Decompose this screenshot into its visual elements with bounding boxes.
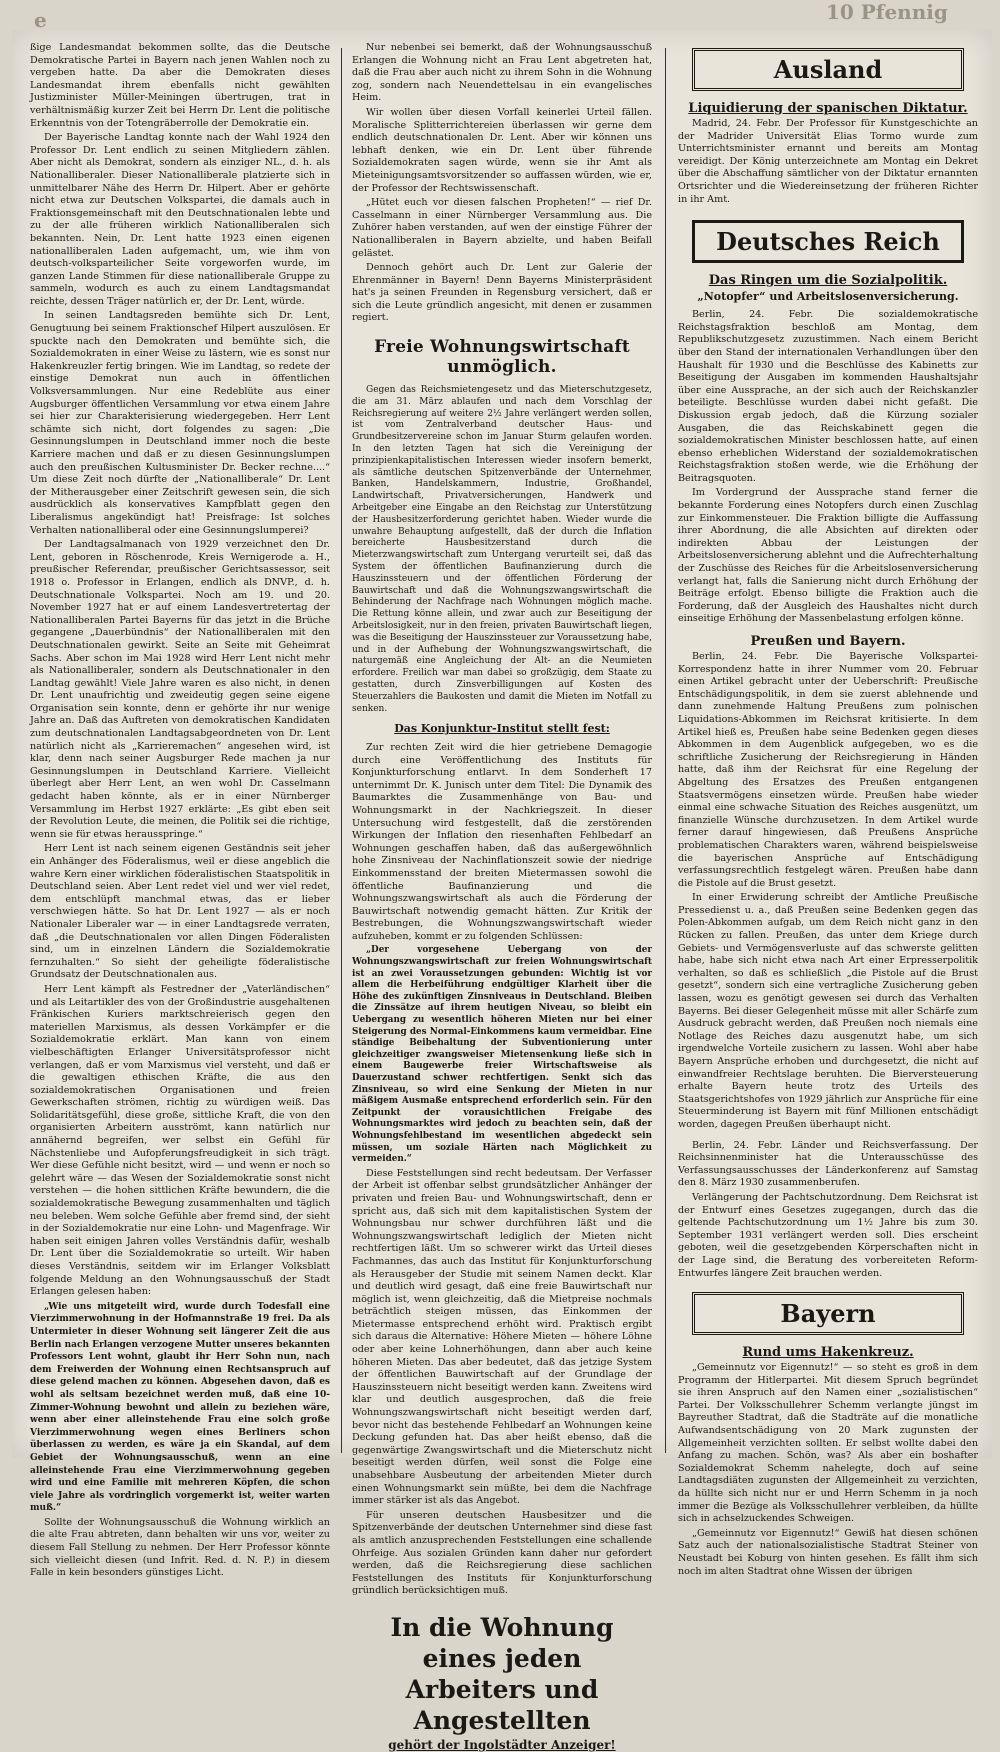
col2-paragraph-3: „Hütet euch vor diesen falschen Propheten!“ — rief Dr. Casselmann in einer Nürnberger Versammlung aus. Die Zuhörer haben verstanden, auf wen der einstige Führer der Nationalliberalen in Bayern abzielte, und haben Beifall gelästet.: [352, 197, 652, 259]
col2-paragraph-8: Diese Feststellungen sind recht bedeutsam. Der Verfasser der Arbeit ist offenbar selbst grundsätzlicher Anhänger der privaten und freien Bau- und Wohnungswirtschaft, denn er spricht aus, daß sich mit dem kapitalistischen System der Wohnungsbau nur schwer durchführen läßt und die Wohnungszwangswirtschaft lediglich der Mieten nicht rechtfertigen läßt. Um so schwerer wirkt das Urteil dieses Fachmannes, das auch das Institut für Konjunkturforschung als Herausgeber der Studie mit seinem Namen deckt. Klar und deutlich wird gesagt, daß eine freie Bauwirtschaft nur möglich ist, wenn gleichzeitig, daß die Mietpreise nochmals beträchtlich steigen müssen, das Einkommen der Mietermasse entsprechend erhöht wird. Praktisch ergibt sich daraus die Alternative: Höhere Mieten — höhere Löhne oder aber keine Lohnerhöhungen, dann aber auch keine höheren Mieten. Das aber bedeutet, daß das jetzige System der öffentlichen Bauwirtschaft auf der Grundlage der Hauszinssteuern nicht beseitigt werden kann. Zweitens wird klar und deutlich ausgesprochen, daß die freie Wohnungszwangswirtschaft nicht beseitigt werden darf, bevor nicht das bestehende Fehlbedarf an Wohnungen keine Deckung gefunden hat. Das aber heißt ebenso, daß die gegenwärtige Zwangswirtschaft und die Mieterschutz nicht beseitigt werden dürfen, weil sonst die Folge eine unabsehbare Ausbeutung der arbeitenden Mieter durch einen Wohnungsmarkt sein müßte, bei dem die Nachfrage immer stärker ist als das Angebot.: [352, 1167, 652, 1507]
column-3: [678, 42, 978, 1577]
col2-paragraph-9: Für unseren deutschen Hausbesitzer und die Spitzenverbände der deutschen Unternehmer sind diese fast als amtlich anzusprechenden Feststellungen eine schallende Ohrfeige. Aus sozialen Gründen kann daher nur gefordert werden, daß die Reichsregierung diese sachlichen Feststellungen des Instituts für Konjunkturforschung gründlich berücksichtigen muß.: [352, 1509, 652, 1597]
reich-paragraph-1: Berlin, 24. Febr. Die sozialdemokratische Reichstagsfraktion beschloß am Montag, dem Republikschutzgesetz zuzustimmen. Nach einem Bericht über den Stand der internationalen Verhandlungen über den Haushalt für 1930 und die Beschlüsse des Kabinetts zur Beseitigung der Ausgaben im kommenden Haushaltsjahr über eine Aussprache, an der sich auch der Reichskanzler beteiligte. Beschlüsse wurden dabei nicht gefaßt. Die Diskussion ergab jedoch, daß die Kürzung sozialer Ausgaben, die das Reichskabinett gegen die sozialdemokratischen Minister beschlossen hatte, auf einen ebenso erheblichen Widerstand der sozialdemokratischen Reichstagsfraktion stoßen werde, wie die Erhöhung der Beitragsquoten.: [678, 309, 978, 484]
reich-paragraph-2: Im Vordergrund der Aussprache stand ferner die bekannte Forderung eines Notopfers durch einen Zuschlag zur Einkommensteuer. Die Fraktion billigte die Auffassung ihrer Abordnung, die alle Absichten auf direkten oder indirekten Abbau der Leistungen der Arbeitslosenversicherung ablehnt und die Aufrechterhaltung der Zuschüsse des Reiches für die Arbeitslosenversicherung verlangt hat, falls die Sanierung nicht durch Erhöhung der Beiträge erfolgt. Ebenso billigte die Fraktion auch die Forderung, daß der Ausgleich des Haushaltes nicht durch einseitige Erhöhung der Massenbelastung erfolgen könne.: [678, 487, 978, 625]
col1-paragraph-6: Herr Lent kämpft als Festredner der „Vaterländischen“ und als Leitartikler des von der Großindustrie ausgehaltenen Fränkischen Kuriers marktschreierisch gegen den materiellen Marxismus, als dessen Vorkämpfer er die Sozialdemokratie erklärt. Man kann von einem vielbeschäftigten Erlanger Universitätsprofessor nicht verlangen, daß er vom Marxismus viel versteht, und daß er die gewaltigen ethischen Kräfte, die aus den sozialdemokratischen Organisationen und freien Gewerkschaften strömen, richtig zu würdigen weiß. Das Solidaritätsgefühl, diese große, sittliche Kraft, die von den organisierten Arbeitern ausströmt, kann natürlich nur annähernd begreifen, wer selbst ein Gefühl für Nächstenliebe und Aufopferungsfreudigkeit in sich trägt. Wer diese Gefühle nicht besitzt, wird — und wenn er noch so gelehrt wäre — das Wesen der Sozialdemokratie sonst nicht verstehen — die hohen sittlichen Kräfte bewundern, die die sozialdemokratische Bewegung zusammenhalten und täglich neu beleben. Wem solche Gefühle aber fremd sind, der sieht in der Sozialdemokratie nur eine Lohn- und Magenfrage. Wir haben seit einigen Jahren volles Verständnis dafür, weshalb Dr. Lent über die Sozialdemokratie so urteilt. Wir haben dieses Verständnis, seitdem wir im Erlanger Volksblatt folgende Meldung an den Wohnungsausschuß der Stadt Erlangen gelesen haben:: [30, 983, 330, 1298]
ausland-headline: Liquidierung der spanischen Diktatur.: [688, 101, 968, 116]
column-2: [352, 42, 652, 1752]
col2-paragraph-2: Wir wollen über diesen Vorfall keinerlei Urteil fällen. Moralische Splitterrichtereien überlassen wir gerne dem endlich deutschnationalen Dr. Lent. Aber wir können uns lebhaft denken, wie ein Dr. Lent über führende Sozialdemokraten sagen würde, wenn sie ihr Amt als Mieteinigungsamtsvorsitzender so auffassen würden, wie er, der Professor der Rechtswissenschaft.: [352, 106, 652, 194]
preussen-paragraph-2: In einer Erwiderung schreibt der Amtliche Preußische Pressedienst u. a., daß Preußen seine Bedenken gegen das Polen-Abkommen aufgab, um dem Reich nicht ganz in den Rücken zu fallen. Preußen, das unter dem Kriege durch Gebiets- und Vermögensverluste auf das schwerste gelitten habe, habe sich nicht etwa nach Art einer Erpresserpolitik verhalten, so daß es schließlich „die Pistole auf die Brust gesetzt“, sondern sich eine vertragliche Zusicherung geben lassen, wozu es genötigt gewesen sei durch das Verhalten Bayerns. Bei dieser Gelegenheit müsse mit aller Schärfe zum Ausdruck gebracht werden, daß Preußen noch niemals eine Notlage des Reiches dazu ausgenutzt habe, um sich irgendwelche Vorteile zusichern zu lassen. Wohl aber habe Bayern Ansprüche erhoben und durchgesetzt, die nicht auf einwandfreier Rechtslage beruhten. Die Bierversteuerung erhalte Bayern heute trotz des Urteils des Staatsgerichtshofes von 1929 jährlich zur Ansprüche für eine Steuerminderung ist Bayern mit fünf Millionen entschädigt worden, dagegen Preußen überhaupt nicht.: [678, 892, 978, 1130]
section-box-bayern: Bayern: [692, 1292, 964, 1335]
ad-subline: gehört der Ingolstädter Anzeiger!: [388, 1737, 616, 1752]
page-header: [0, 0, 1000, 34]
col2-paragraph-1: Nur nebenbei sei bemerkt, daß der Wohnungsausschuß Erlangen die Wohnung nicht an Frau Lent abgetreten hat, daß die Frau aber auch nicht zu ihrem Sohn in die Wohnung zog, sondern nach Neuendettelsau in ein evangelisches Heim.: [352, 42, 652, 104]
col1-paragraph-4: Der Landtagsalmanach von 1929 verzeichnet den Dr. Lent, geboren in Röschenrode, Kreis Wernigerode a. H., preußischer Referendar, preußischer Gerichtsassessor, seit 1918 o. Professor in Erlangen, endlich als DNVP., d. h. Deutschnationale Volkspartei. Noch am 19. und 20. November 1927 hat er auf einem Landesvertretertag der Nationalliberalen Partei Bayerns für das jetzt in die Brüche gegangene „Dauerbündnis“ der Nationalliberalen mit den Deutschnationalen gewirkt. Seite an Seite mit Geheimrat Sachs. Aber schon im Mai 1928 wird Herr Lent nicht mehr als Nationalliberaler, sondern als Deutschnationaler in den Landtag gewählt! Viele Jahre waren es also nicht, in denen Dr. Lent unaufrichtig und zweideutig gegen seine eigene Organisation sein konnte, denn er gehörte ihr nur wenige Jahre an. Daß das Auftreten von demokratischen Kandidaten zum deutschnationalen Landtagsabgeordneten von Dr. Lent natürlich nicht als „Karrieremachen“ angesehen wird, ist klar, denn nach seiner Augsburger Rede machen ja nur Gesinnungslumpen in Deutschland Karriere. Vielleicht überlegt aber Herr Lent, an wen wohl Dr. Casselmann gedacht haben könnte, als er in einer Nürnberger Versammlung im Herbst 1927 erklärte: „Es gibt eben seit der Revolution Leute, die meinen, die Politik sei die richtige, wenn sie für etwas herausspringe.“: [30, 539, 330, 840]
section-box-deutsches-reich: Deutsches Reich: [692, 220, 964, 263]
subhead-konjunktur: Das Konjunktur-Institut stellt fest:: [394, 722, 610, 736]
bayern-paragraph-2: „Gemeinnutz vor Eigennutz!“ Gewiß hat diesen schönen Satz auch der nationalsozialistische Stadtrat Steiner von Neustadt bei Koburg von hinten gesehen. Es fällt ihm sich noch im alten Stadtrat ohne Wissen der übrigen: [678, 1527, 978, 1577]
bayern-headline: Rund ums Hakenkreuz.: [742, 1345, 914, 1361]
col2-paragraph-5: Gegen das Reichsmietengesetz und das Mieterschutzgesetz, die am 31. März ablaufen und nach dem Vorschlag der Reichsregierung auf weitere 2½ Jahre verlängert werden sollen, ist vom Zentralverband deutscher Haus- und Grundbesitzervereine schon im Januar Sturm gelaufen worden. In den letzten Tagen hat sich die Vereinigung der prinzipienkapitalistischen Interessen wieder insofern bemerkt, als sämtliche deutschen Spitzenverbände der Unternehmer, Banken, Handelskammern, Industrie, Großhandel, Landwirtschaft, Privatversicherungen, Handwerk und Arbeitgeber eine Eingabe an den Reichstag zur Unterstützung der Hausbesitzerforderung gerichtet haben. Wieder wurde die unwahre Behauptung aufgestellt, daß der durch die Inflation bereicherte Hausbesitzerstand durch die Mieterzwangswirtschaft zum Untergang verurteilt sei, daß das System der öffentlichen Baufinanzierung durch die Hauszinssteuern und der öffentlichen Förderung der Bauwirtschaft und daß die Wohnungszwangswirtschaft die Behinderung der Nachfrage nach Wohnungen möglich mache. Die Rettung könne allein, und zwar auch zur Beseitigung der Arbeitslosigkeit, nur in den freien, privaten Bauwirtschaft liegen, was die Beseitigung der Hauszinssteuer zur Voraussetzung habe, und in der Aufhebung der Wohnungszwangswirtschaft, die naturgemäß eine Angleichung der Alt- an die Neumieten erfordere. Freilich war man dabei so großzügig, dem Staate zu gestatten, durch Zinsverbilligungen auf Kosten des Steuerzahlers die Baukosten und damit die Mieten im Notfall zu senken.: [352, 385, 652, 714]
preussen-paragraph-1: Berlin, 24. Febr. Die Bayerische Volkspartei-Korrespondenz hatte in ihrer Nummer vom 20. Februar einen Artikel gebracht unter der Ueberschrift: Preußische Entschädigungspolitik, in dem sie zuerst ablehnende und dann zunehmende Haltung Preußens zum polnischen Liquidations-Abkommen im Reichsrat kritisierte. In dem Artikel hieß es, Preußen habe seine Bedenken gegen dieses Abkommen in dem Augenblick aufgegeben, wo es die schriftliche Zusicherung der Reichsregierung in Händen hatte, daß ihm der Reichsrat für eine Regelung der Abgeltung des Ersatzes des Preußen entgangenen Staatsvermögens einsetzen würde. Preußen habe wieder einmal eine schwache Situation des Reiches ausgenützt, um finanzielle Wünsche durchzusetzen. In dem Artikel wurde ferner darauf hingewiesen, daß Preußens Ansprüche problematischen Charakters waren, während beispielsweise die bayerischen Ansprüche auf Entschädigung verfassungsrechtlich festgelegt wären. Preußen habe dann die Pistole auf die Brust gesetzt.: [678, 651, 978, 889]
reich-subheadline: „Notopfer“ und Arbeitslosenversicherung.: [697, 290, 959, 304]
col1-paragraph-5: Herr Lent ist nach seinem eigenen Geständnis seit jeher ein Anhänger des Föderalismus, weil er diese angeblich die wahre Kern einer wirklichen föderalistischen Staatspolitik in Deutschland seien. Aber Lent redet viel und wer viel redet, dem entschlüpft manchmal etwas, das er lieber verschwiegen hätte. So hat Dr. Lent 1927 — als er noch Nationaler Liberaler war — in einer Landtagsrede verraten, daß „die Deutschnationalen vor allen Dingen Föderalisten sind, um in einzelnen Ländern die Sozialdemokratie fernzuhalten.“ So sieht der geheiligte föderalistische Grundsatz der Deutschnationalen aus.: [30, 843, 330, 981]
col2-quote: „Der vorgesehene Uebergang von der Wohnungszwangswirtschaft zur freien Wohnungswirtschaft ist an zwei Voraussetzungen gebunden: Wichtig ist vor allem die Herbeiführung endgültiger Klarheit über die Höhe des zukünftigen Zinsniveaus in Deutschland. Bleiben die Zinssätze auf ihrem heutigen Niveau, so bleibt ein Uebergang zu wesentlich höheren Mieten nur bei einer Steigerung des Normal-Einkommens kaum vermeidbar. Eine ständige Beibehaltung der Subventionierung unter gleichzeitiger zwangsweiser Mietensenkung ließe sich in einem Baugewerbe freier Wirtschaftsweise als Dauerzustand schwer rechtfertigen. Senkt sich das Zinsniveau, so wird eine Senkung der Mieten in nur mäßigem Ausmaße entsprechend erforderlich sein. Für den Zeitpunkt der vorausichtlichen Freigabe des Wohnungsmarktes wird jedoch zu beachten sein, daß der Wohnungsfehlbestand im wesentlichen abgedeckt sein müssen, um soziale Härten nach Möglichkeit zu vermeiden.“: [352, 945, 652, 1165]
column-rule-2: [665, 48, 666, 1453]
column-rule-1: [341, 48, 342, 1453]
reich-headline: Das Ringen um die Sozialpolitik.: [708, 273, 948, 289]
pachtschutz-paragraph: Verlängerung der Pachtschutzordnung. Dem Reichsrat ist der Entwurf eines Gesetzes zugegangen, durch das die geltende Pachtschutzordnung um 1½ Jahre bis zum 30. September 1931 verlängert werden soll. Dies erscheint geboten, weil die gesetzgebenden Körperschaften nicht in der Lage sind, die Beratung des vorbereiteten Reform-Entwurfes längere Zeit brauchen werden.: [678, 1191, 978, 1279]
col1-paragraph-2: Der Bayerische Landtag konnte nach der Wahl 1924 den Professor Dr. Lent endlich zu seinen Mitgliedern zählen. Aber nicht als Demokrat, sondern als einziger NL., d. h. als Nationalliberaler. Dieser Nationalliberale platzierte sich in unmittelbarer Nähe des Herrn Dr. Hilpert. Aber er gehörte nicht etwa zur Deutschen Volkspartei, die damals auch in Fraktionsgemeinschaft mit den Deutschnationalen lebte und zu der alle früheren wirklich Nationalliberalen sich bekannten. Nein, Dr. Lent hatte 1923 einen eigenen nationalliberalen Laden aufgemacht, um, wie ihm von deutsch-volksparteilicher Seite vorgeworfen wurde, im ganzen Lande Stimmen für diese nationalliberale Gruppe zu sammeln, wodurch es auch zu einem Landtagsmandat reichte, dessen Träger natürlich er, der Dr. Lent, würde.: [30, 132, 330, 307]
col1-quote: „Wie uns mitgeteilt wird, wurde durch Todesfall eine Vierzimmerwohnung in der Hofmannstraße 19 frei. Da als Untermieter in dieser Wohnung seit längerer Zeit die aus Berlin nach Erlangen verzogene Mutter unseres bekannten Professors Lent wohnt, glaubt ihr Herr Sohn nun, nach dem Freiwerden der Wohnung einen Rechtsanspruch auf diese gelend machen zu können. Abgesehen davon, daß es wohl als seltsam bezeichnet werden muß, daß eine 10-Zimmer-Wohnung bewohnt und allein zu beziehen wäre, wenn aber einer alleinstehende Frau eine solch große Vierzimmerwohnung wegen eines Berliners schon überlassen zu werden, es wäre ja ein Skandal, auf dem Gebiet der Wohnungsausschuß, wenn an eine alleinstehende Frau eine Vierzimmerwohnung gegeben wird und eine Familie mit mehreren Köpfen, die schon viele Jahre als vordringlich vorgemerkt ist, weiter warten muß.“: [30, 1301, 331, 1514]
preussen-headline: Preußen und Bayern.: [750, 634, 906, 649]
ad-line-1: In die Wohnung eines jeden: [390, 1612, 614, 1673]
col2-paragraph-6: Zur rechten Zeit wird die hier getriebene Demagogie durch eine Veröffentlichung des Instituts für Konjunkturforschung entlarvt. In dem Sonderheft 17 unternimmt Dr. K. Junisch unter dem Titel: Die Dynamik des Baumarktes die Zusammenhänge von Bau- und Wohnungsmarkt in der Nachkriegszeit. In dieser Untersuchung wird festgestellt, daß die zerstörenden Wirkungen der Inflation den riesenhaften Fehlbedarf an Wohnungen geschaffen haben, daß das außergewöhnlich hohe Zinsniveau der Nachinflationszeit sowie der niedrige Einkommensstand der breiten Mietermassen sowohl die öffentliche Baufinanzierung und die Wohnungszwangswirtschaft als auch die Förderung der Bauwirtschaft notwendig gemacht hätten. Zur Kritik der Bestrebungen, die Wohnungszwangswirtschaft wieder aufzuheben, kommt er zu folgenden Schlüssen:: [352, 741, 652, 942]
col2-paragraph-4: Dennoch gehört auch Dr. Lent zur Galerie der Ehrenmänner in Bayern! Denn Bayerns Ministerpräsident hat's ja seinen Freunden in Regensburg versichert, daß er sich die Leute gründlich angesicht, mit denen er zusammen regiert.: [352, 262, 652, 324]
laender-paragraph: Berlin, 24. Febr. Länder und Reichsverfassung. Der Reichsinnenminister hat die Unterausschüsse des Verfassungsausschusses der Länderkonferenz auf Samstag den 8. März 1930 zusammenberufen.: [678, 1139, 978, 1189]
ad-line-2: Arbeiters und Angestellten: [405, 1674, 599, 1735]
column-1: [30, 42, 331, 1579]
col1-paragraph-3: In seinen Landtagsreden bemühte sich Dr. Lent, Genugtuung bei seinem Fraktionschef Hilpert auszulösen. Er spuckte nach den Demokraten und bemühte sich, die Sozialdemokraten in einer Weise zu lästern, wie es sonst nur Hakenkreuzler fertig bringen. Wie im Landtag, so redete der einstige Demokrat nun auch in öffentlichen Volksversammlungen. Nur eine Redeblüte aus einer Augsburger öffentlichen Versammlung vor etwa einem Jahre sei hier zur Charakterisierung wiedergegeben. Herr Lent schämte sich nicht, dort folgendes zu sagen: „Die Gesinnungslumpen in Deutschland immer noch die beste Karriere machen und daß er zu diesen Gesinnungslumpen auch den preußischen Kultusminister Dr. Becker rechne....“ Um diese Zeit noch dürfte der „Nationalliberale“ Dr. Lent der Mitherausgeber einer Zeitschrift gewesen sein, die sich ausdrücklich als konservatives Kampfblatt gegen den Liberalismus angekündigt hat! Preisfrage: Ist solches Verhalten nationalliberal oder eine Gesinnungslumperei?: [30, 310, 330, 536]
col1-paragraph-1: ßige Landesmandat bekommen sollte, das die Deutsche Demokratische Partei in Bayern nach jenen Wahlen noch zu vergeben hatte. Da aber die Demokraten dieses Landesmandat ihrem ebenfalls nicht gewählten Justizminister Müller-Meiningen übertrugen, trat in verhältnismäßig kurzer Zeit bei Herrn Dr. Lent die politische Erkenntnis von der Totengräberrolle der Demokratie ein.: [30, 42, 330, 129]
bayern-paragraph-1: „Gemeinnutz vor Eigennutz!“ — so steht es groß in dem Programm der Hitlerpartei. Mit diesem Spruch begründet sie ihren Anspruch auf den Namen einer „sozialistischen“ Partei. Der Volksschullehrer Schemm verlangte jüngst im Bayreuther Stadtrat, daß die Stadträte auf die monatliche Aufwandsentschädigung von 20 Mark zugunsten der Allgemeinheit verzichten sollten. Er selbst wollte dabei den Anfang zu machen. Schön, was? Als aber ein boshafter Sozialdemokrat Schemm nahelegte, doch auf seine Landtagsdiäten zugunsten der Allgemeinheit zu verzichten, da hüllte sich nicht nur er und Herrn Schemm in ja noch immer die Bezüge als Volksschullehrer verbleiben, da hüllte sich in achselzuckendes Schweigen.: [678, 1362, 978, 1525]
col1-paragraph-8: Sollte der Wohnungsausschuß die Wohnung wirklich an die alte Frau abtreten, dann behalten wir uns vor, weiter zu diesem Fall Stellung zu nehmen. Der Herr Professor könnte sich vielleicht diesen (und Infrit. Red. d. N. P.) in diesem Falle in kein besonders günstiges Licht.: [30, 1516, 330, 1579]
section-box-ausland: Ausland: [692, 48, 964, 91]
ausland-paragraph: Madrid, 24. Febr. Der Professor für Kunstgeschichte an der Madrider Universität Elias Tormo wurde zum Unterrichtsminister ernannt und bereits am Montag vereidigt. Der König unterzeichnete am Montag ein Dekret über die Abschaffung sämtlicher von der Diktatur ernannten Ortsrichter und die Wiedereinsetzung der früheren Richter in ihr Amt.: [678, 118, 978, 205]
advertisement: [352, 1612, 652, 1736]
header-right: 10 Pfennig: [826, 0, 948, 24]
header-left: e: [34, 8, 47, 32]
headline-wohnungswirtschaft: Freie Wohnungswirtschaft unmöglich.: [374, 337, 630, 378]
